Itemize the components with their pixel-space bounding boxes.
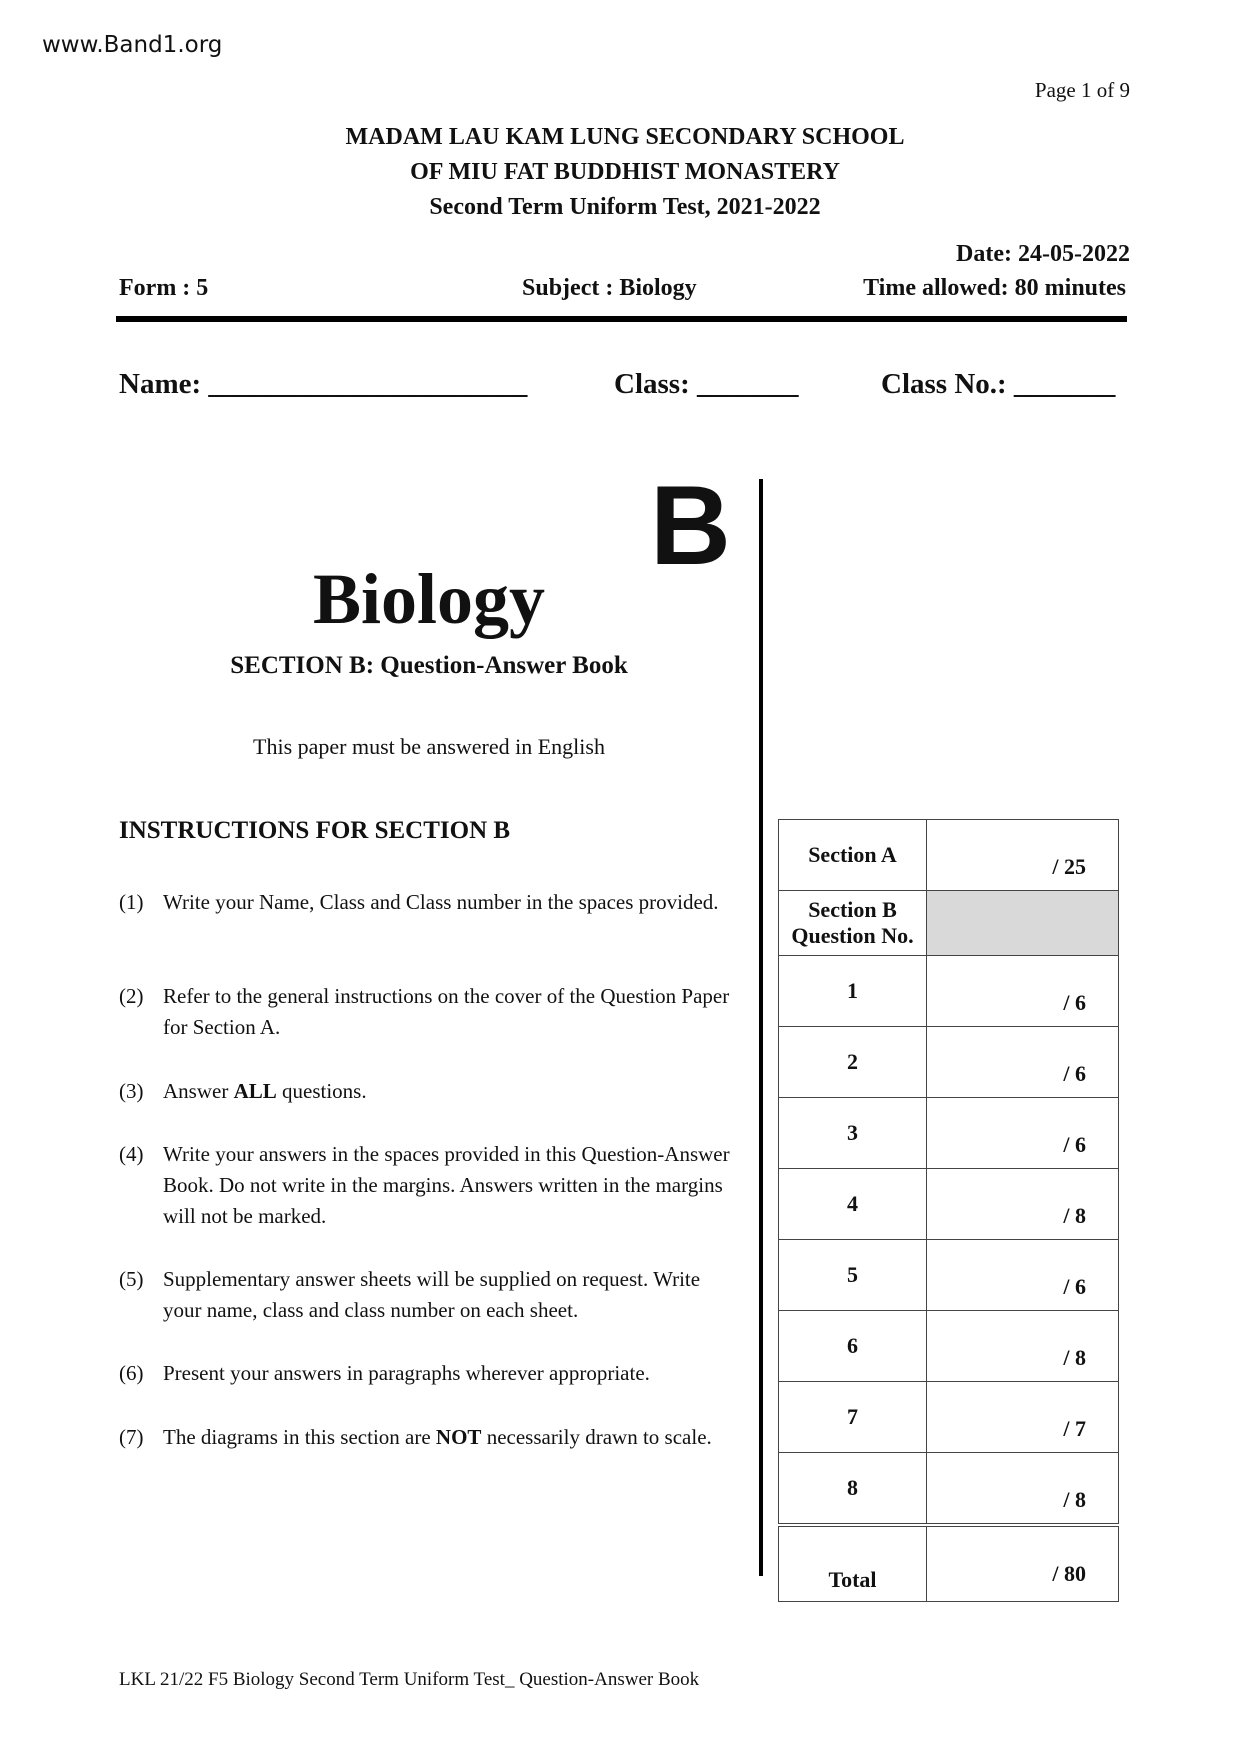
section-b-header: Section B Question No.: [779, 891, 927, 956]
instruction-pre: Answer: [163, 1079, 234, 1103]
class-field[interactable]: Class: _______: [614, 368, 799, 400]
instruction-number: (7): [119, 1425, 144, 1449]
instruction-text: Write your Name, Class and Class number in the spaces provided.: [163, 890, 719, 914]
question-marks: / 8: [927, 1453, 1119, 1526]
instruction-text: Supplementary answer sheets will be supplied on request. Write your name, class and class number on each sheet.: [163, 1267, 701, 1322]
instruction-bold: ALL: [233, 1079, 277, 1103]
marks-row: [779, 1027, 1119, 1098]
question-marks: / 8: [927, 1311, 1119, 1382]
question-number: 8: [779, 1453, 927, 1526]
marks-table: [778, 819, 1119, 1602]
question-marks: / 6: [927, 1240, 1119, 1311]
instruction-number: (5): [119, 1267, 144, 1291]
instruction-post: necessarily drawn to scale.: [481, 1425, 712, 1449]
watermark: www.Band1.org: [42, 32, 223, 58]
question-number: 1: [779, 956, 927, 1027]
page-number: Page 1 of 9: [1034, 78, 1130, 102]
instruction-number: (3): [119, 1079, 144, 1103]
section-a-label: Section A: [779, 820, 927, 891]
total-label: Total: [779, 1525, 927, 1602]
instruction-item: [119, 1358, 739, 1389]
instruction-post: questions.: [276, 1079, 367, 1103]
section-letter: B: [650, 463, 731, 588]
marks-row: [779, 1453, 1119, 1526]
shaded-cell: [927, 891, 1119, 956]
paper-title: Biology: [312, 559, 546, 639]
question-number: 3: [779, 1098, 927, 1169]
header-rule: [116, 316, 1127, 322]
marks-row: [779, 1169, 1119, 1240]
form-label: Form : 5: [119, 275, 209, 301]
marks-row: [779, 956, 1119, 1027]
instructions-heading: INSTRUCTIONS FOR SECTION B: [119, 817, 511, 844]
marks-row: [779, 1240, 1119, 1311]
exam-date: Date: 24-05-2022: [956, 241, 1130, 267]
marks-row: [779, 1382, 1119, 1453]
total-marks: / 80: [927, 1525, 1119, 1602]
question-number: 5: [779, 1240, 927, 1311]
instruction-number: (4): [119, 1142, 144, 1166]
time-allowed: Time allowed: 80 minutes: [863, 275, 1126, 301]
name-field[interactable]: Name: ______________________: [119, 368, 528, 400]
footer: LKL 21/22 F5 Biology Second Term Uniform Test_ Question-Answer Book: [119, 1669, 700, 1690]
instruction-text: Write your answers in the spaces provided in this Question-Answer Book. Do not write in the margins. Answers written in the margins will not be marked.: [163, 1142, 730, 1228]
instruction-item: [119, 1264, 739, 1326]
instruction-number: (1): [119, 890, 144, 914]
instruction-text: Refer to the general instructions on the cover of the Question Paper for Section A.: [163, 984, 730, 1039]
subject-label: Subject : Biology: [522, 275, 697, 301]
language-note: This paper must be answered in English: [253, 734, 605, 759]
instruction-item: [119, 1139, 739, 1232]
instruction-item: [119, 887, 739, 918]
instruction-item: [119, 981, 739, 1043]
instruction-item: [119, 1076, 739, 1107]
paper-subtitle: SECTION B: Question-Answer Book: [230, 652, 628, 679]
question-marks: / 8: [927, 1169, 1119, 1240]
question-marks: / 7: [927, 1382, 1119, 1453]
question-number: 2: [779, 1027, 927, 1098]
instruction-text: Present your answers in paragraphs wherever appropriate.: [163, 1361, 650, 1385]
school-name-line1: MADAM LAU KAM LUNG SECONDARY SCHOOL: [345, 124, 905, 150]
class-no-field[interactable]: Class No.: _______: [881, 368, 1116, 400]
school-name-line2: OF MIU FAT BUDDHIST MONASTERY: [410, 159, 840, 185]
test-title: Second Term Uniform Test, 2021-2022: [429, 194, 821, 220]
question-marks: / 6: [927, 956, 1119, 1027]
instruction-text: [163, 1422, 739, 1453]
marks-row: [779, 1311, 1119, 1382]
question-number: 4: [779, 1169, 927, 1240]
question-marks: / 6: [927, 1098, 1119, 1169]
instruction-number: (2): [119, 984, 144, 1008]
marks-row: [779, 1098, 1119, 1169]
instruction-pre: The diagrams in this section are: [163, 1425, 436, 1449]
section-a-marks: / 25: [927, 820, 1119, 891]
instruction-number: (6): [119, 1361, 144, 1385]
instruction-bold: NOT: [435, 1425, 482, 1449]
vertical-divider: [759, 479, 763, 1576]
question-number: 6: [779, 1311, 927, 1382]
instruction-item: [119, 1422, 739, 1453]
question-number: 7: [779, 1382, 927, 1453]
instruction-text: [163, 1076, 739, 1107]
question-marks: / 6: [927, 1027, 1119, 1098]
